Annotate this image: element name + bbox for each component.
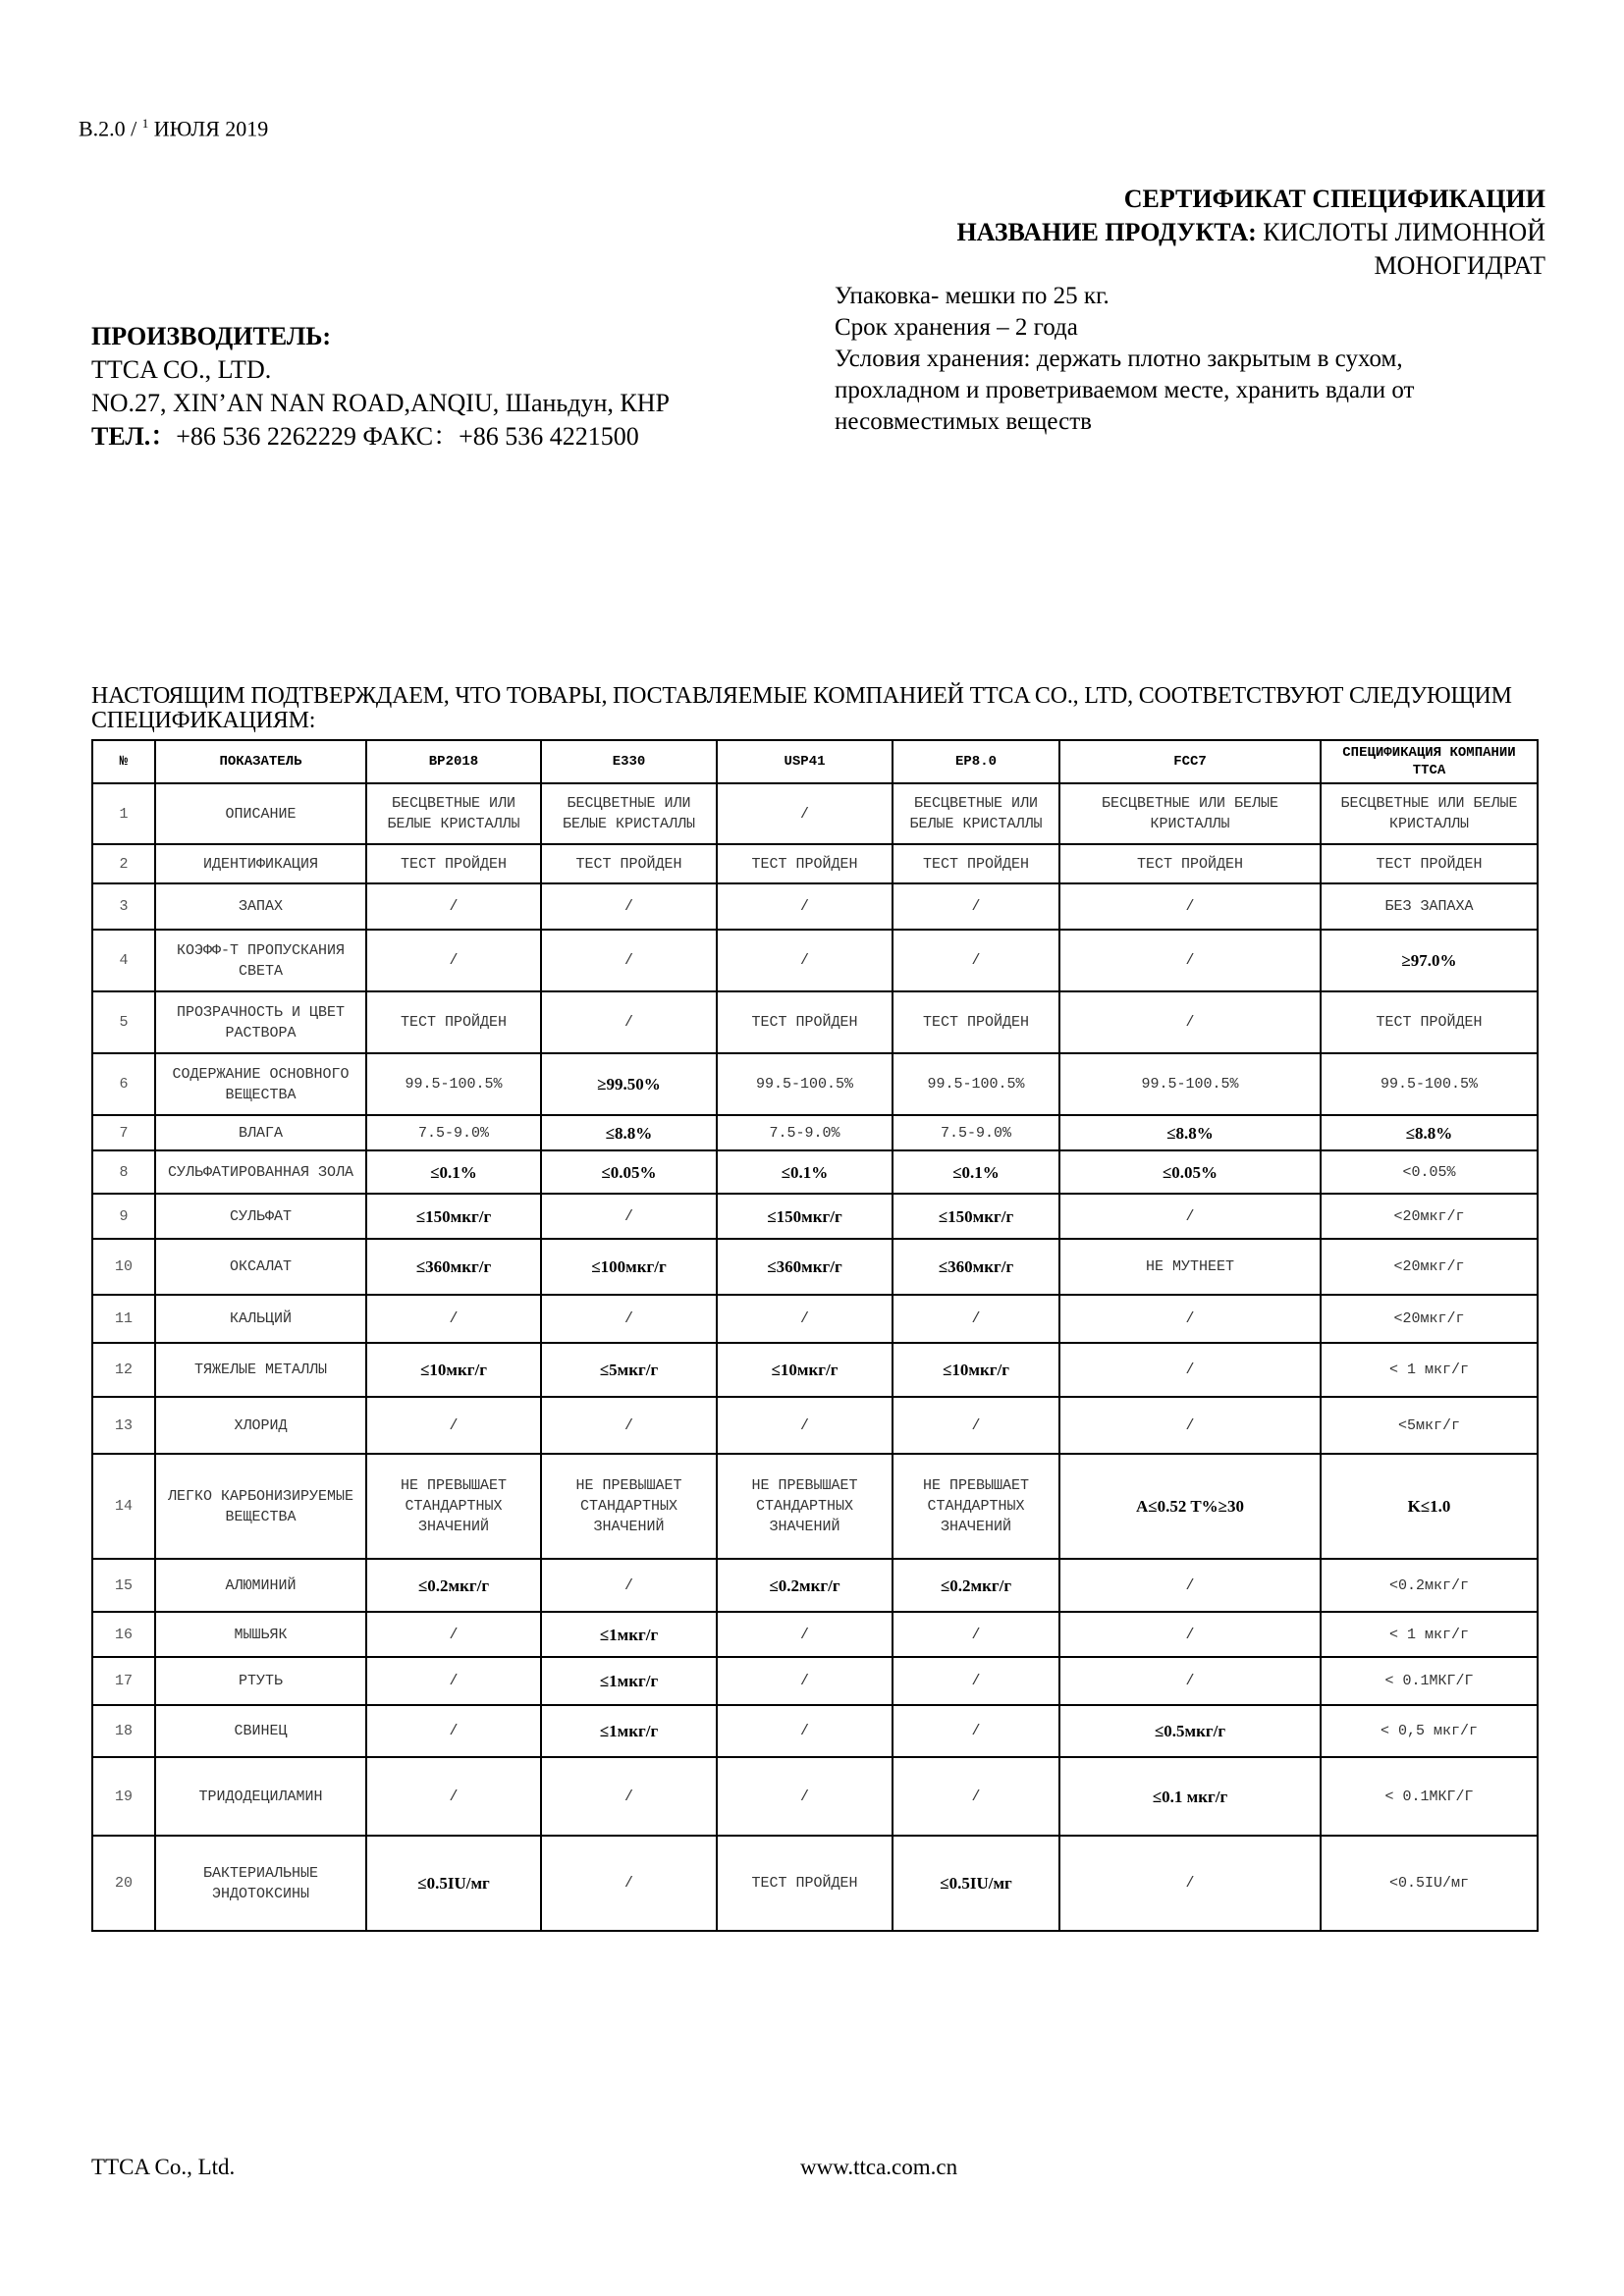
bp2018-value-cell: / [366, 1757, 541, 1836]
table-header-row [92, 740, 1538, 783]
table-row [92, 1397, 1538, 1454]
row-number-cell: 17 [92, 1657, 155, 1705]
manufacturer-company: TTCA CO., LTD. [91, 355, 272, 384]
usp41-value-cell: ТЕСТ ПРОЙДЕН [717, 844, 893, 883]
bp2018-value-cell: ≤360мкг/г [366, 1239, 541, 1295]
usp41-value-cell: ≤0.2мкг/г [717, 1559, 893, 1612]
fcc7-value-cell: / [1059, 1612, 1321, 1657]
table-row [92, 1705, 1538, 1757]
ep8-value-cell: НЕ ПРЕВЫШАЕТ СТАНДАРТНЫХ ЗНАЧЕНИЙ [893, 1454, 1059, 1559]
version-day: 1 [141, 116, 149, 131]
ep8-value-cell: / [893, 1612, 1059, 1657]
e330-value-cell: / [541, 991, 717, 1053]
parameter-cell: ЗАПАХ [155, 883, 366, 930]
usp41-value-cell: / [717, 1612, 893, 1657]
footer-website: www.ttca.com.cn [800, 2155, 958, 2179]
e330-value-cell: / [541, 1295, 717, 1343]
phone-label: ТЕЛ.： [91, 422, 177, 451]
row-number-cell: 16 [92, 1612, 155, 1657]
header-number: № [92, 740, 155, 783]
storage-info [835, 281, 1522, 438]
e330-value-cell: ≤5мкг/г [541, 1343, 717, 1397]
row-number-cell: 13 [92, 1397, 155, 1454]
fcc7-value-cell: ≤8.8% [1059, 1115, 1321, 1150]
e330-value-cell: ≥99.50% [541, 1053, 717, 1115]
company-spec-value-cell: <0.05% [1321, 1150, 1538, 1194]
company-spec-value-cell: <0.5IU/мг [1321, 1836, 1538, 1931]
company-spec-value-cell: <20мкг/г [1321, 1239, 1538, 1295]
manufacturer-contacts [91, 420, 670, 454]
company-spec-value-cell: ≥97.0% [1321, 930, 1538, 991]
fcc7-value-cell: / [1059, 1397, 1321, 1454]
company-spec-value-cell: ≤8.8% [1321, 1115, 1538, 1150]
bp2018-value-cell: / [366, 1612, 541, 1657]
bp2018-value-cell: / [366, 1295, 541, 1343]
parameter-cell: ОКСАЛАТ [155, 1239, 366, 1295]
ep8-value-cell: БЕСЦВЕТНЫЕ ИЛИ БЕЛЫЕ КРИСТАЛЛЫ [893, 783, 1059, 844]
table-row [92, 1239, 1538, 1295]
company-spec-value-cell: ТЕСТ ПРОЙДЕН [1321, 991, 1538, 1053]
usp41-value-cell: ≤10мкг/г [717, 1343, 893, 1397]
parameter-cell: ОПИСАНИЕ [155, 783, 366, 844]
bp2018-value-cell: / [366, 1657, 541, 1705]
bp2018-value-cell: / [366, 930, 541, 991]
ep8-value-cell: / [893, 930, 1059, 991]
table-row [92, 1559, 1538, 1612]
parameter-cell: ВЛАГА [155, 1115, 366, 1150]
ep8-value-cell: / [893, 883, 1059, 930]
row-number-cell: 10 [92, 1239, 155, 1295]
parameter-cell: БАКТЕРИАЛЬНЫЕ ЭНДОТОКСИНЫ [155, 1836, 366, 1931]
product-name-continued: МОНОГИДРАТ [1374, 251, 1545, 280]
table-row [92, 883, 1538, 930]
row-number-cell: 11 [92, 1295, 155, 1343]
parameter-cell: РТУТЬ [155, 1657, 366, 1705]
parameter-cell: СУЛЬФАТ [155, 1194, 366, 1239]
usp41-value-cell: ≤360мкг/г [717, 1239, 893, 1295]
company-spec-value-cell: < 1 мкг/г [1321, 1612, 1538, 1657]
company-spec-value-cell: БЕСЦВЕТНЫЕ ИЛИ БЕЛЫЕ КРИСТАЛЛЫ [1321, 783, 1538, 844]
row-number-cell: 15 [92, 1559, 155, 1612]
bp2018-value-cell: БЕСЦВЕТНЫЕ ИЛИ БЕЛЫЕ КРИСТАЛЛЫ [366, 783, 541, 844]
parameter-cell: СОДЕРЖАНИЕ ОСНОВНОГО ВЕЩЕСТВА [155, 1053, 366, 1115]
e330-value-cell: ≤1мкг/г [541, 1657, 717, 1705]
e330-value-cell: БЕСЦВЕТНЫЕ ИЛИ БЕЛЫЕ КРИСТАЛЛЫ [541, 783, 717, 844]
table-row [92, 844, 1538, 883]
table-row [92, 1657, 1538, 1705]
table-row [92, 1150, 1538, 1194]
bp2018-value-cell: 7.5-9.0% [366, 1115, 541, 1150]
ep8-value-cell: / [893, 1705, 1059, 1757]
e330-value-cell: ТЕСТ ПРОЙДЕН [541, 844, 717, 883]
company-spec-value-cell: БЕЗ ЗАПАХА [1321, 883, 1538, 930]
e330-value-cell: ≤0.05% [541, 1150, 717, 1194]
bp2018-value-cell: ≤0.1% [366, 1150, 541, 1194]
company-spec-value-cell: 99.5-100.5% [1321, 1053, 1538, 1115]
fcc7-value-cell: ≤0.1 мкг/г [1059, 1757, 1321, 1836]
table-row [92, 1454, 1538, 1559]
e330-value-cell: НЕ ПРЕВЫШАЕТ СТАНДАРТНЫХ ЗНАЧЕНИЙ [541, 1454, 717, 1559]
manufacturer-label: ПРОИЗВОДИТЕЛЬ: [91, 322, 332, 350]
table-row [92, 1343, 1538, 1397]
table-row [92, 1115, 1538, 1150]
company-spec-value-cell: <0.2мкг/г [1321, 1559, 1538, 1612]
header-company-spec: СПЕЦИФИКАЦИЯ КОМПАНИИ TTCA [1321, 740, 1538, 783]
table-row [92, 1612, 1538, 1657]
e330-value-cell: ≤100мкг/г [541, 1239, 717, 1295]
ep8-value-cell: ≤0.5IU/мг [893, 1836, 1059, 1931]
parameter-cell: ИДЕНТИФИКАЦИЯ [155, 844, 366, 883]
manufacturer-info [91, 320, 670, 454]
fcc7-value-cell: ТЕСТ ПРОЙДЕН [1059, 844, 1321, 883]
fcc7-value-cell: / [1059, 930, 1321, 991]
row-number-cell: 9 [92, 1194, 155, 1239]
table-row [92, 1757, 1538, 1836]
header-parameter: ПОКАЗАТЕЛЬ [155, 740, 366, 783]
bp2018-value-cell: ≤0.5IU/мг [366, 1836, 541, 1931]
fax-number: +86 536 4221500 [459, 422, 639, 451]
bp2018-value-cell: ≤150мкг/г [366, 1194, 541, 1239]
bp2018-value-cell: ≤0.2мкг/г [366, 1559, 541, 1612]
company-spec-value-cell: < 1 мкг/г [1321, 1343, 1538, 1397]
company-spec-value-cell: < 0,5 мкг/г [1321, 1705, 1538, 1757]
bp2018-value-cell: НЕ ПРЕВЫШАЕТ СТАНДАРТНЫХ ЗНАЧЕНИЙ [366, 1454, 541, 1559]
usp41-value-cell: / [717, 1295, 893, 1343]
row-number-cell: 8 [92, 1150, 155, 1194]
usp41-value-cell: / [717, 883, 893, 930]
ep8-value-cell: ≤0.2мкг/г [893, 1559, 1059, 1612]
version-text: B.2.0 / [79, 116, 142, 141]
e330-value-cell: ≤1мкг/г [541, 1705, 717, 1757]
bp2018-value-cell: / [366, 1705, 541, 1757]
fcc7-value-cell: НЕ МУТНЕЕТ [1059, 1239, 1321, 1295]
table-row [92, 1053, 1538, 1115]
ep8-value-cell: ≤10мкг/г [893, 1343, 1059, 1397]
usp41-value-cell: ТЕСТ ПРОЙДЕН [717, 991, 893, 1053]
certificate-title: СЕРТИФИКАТ СПЕЦИФИКАЦИИ [1123, 185, 1545, 213]
ep8-value-cell: / [893, 1757, 1059, 1836]
specification-table [91, 739, 1539, 1932]
header-bp2018: BP2018 [366, 740, 541, 783]
bp2018-value-cell: / [366, 883, 541, 930]
row-number-cell: 12 [92, 1343, 155, 1397]
header-usp41: USP41 [717, 740, 893, 783]
fcc7-value-cell: ≤0.5мкг/г [1059, 1705, 1321, 1757]
confirmation-statement: НАСТОЯЩИМ ПОДТВЕРЖДАЕМ, ЧТО ТОВАРЫ, ПОСТАВЛЯЕМЫЕ КОМПАНИЕЙ TTCA CO., LTD, СООТВЕТСТВУЮТ СЛЕДУЮЩИМ СПЕЦИФИКАЦИЯМ: [91, 683, 1512, 733]
usp41-value-cell: ≤150мкг/г [717, 1194, 893, 1239]
storage-conditions-text: Условия хранения: держать плотно закрытым в сухом, прохладном и проветриваемом месте, хранить вдали от несовместимых веществ [835, 346, 1415, 435]
usp41-value-cell: ≤0.1% [717, 1150, 893, 1194]
bp2018-value-cell: ТЕСТ ПРОЙДЕН [366, 991, 541, 1053]
row-number-cell: 4 [92, 930, 155, 991]
bp2018-value-cell: / [366, 1397, 541, 1454]
row-number-cell: 2 [92, 844, 155, 883]
fcc7-value-cell: / [1059, 883, 1321, 930]
e330-value-cell: / [541, 1397, 717, 1454]
e330-value-cell: / [541, 1194, 717, 1239]
row-number-cell: 7 [92, 1115, 155, 1150]
fcc7-value-cell: 99.5-100.5% [1059, 1053, 1321, 1115]
usp41-value-cell: 7.5-9.0% [717, 1115, 893, 1150]
fcc7-value-cell: ≤0.05% [1059, 1150, 1321, 1194]
e330-value-cell: / [541, 883, 717, 930]
ep8-value-cell: ТЕСТ ПРОЙДЕН [893, 991, 1059, 1053]
e330-value-cell: / [541, 930, 717, 991]
manufacturer-address: NO.27, XIN’AN NAN ROAD,ANQIU, Шаньдун, КНР [91, 389, 670, 417]
table-row [92, 991, 1538, 1053]
fcc7-value-cell: / [1059, 1657, 1321, 1705]
parameter-cell: ЛЕГКО КАРБОНИЗИРУЕМЫЕ ВЕЩЕСТВА [155, 1454, 366, 1559]
row-number-cell: 3 [92, 883, 155, 930]
parameter-cell: КАЛЬЦИЙ [155, 1295, 366, 1343]
ep8-value-cell: / [893, 1657, 1059, 1705]
shelf-life-text: Срок хранения – 2 года [835, 314, 1078, 341]
ep8-value-cell: ≤150мкг/г [893, 1194, 1059, 1239]
usp41-value-cell: / [717, 1397, 893, 1454]
parameter-cell: СУЛЬФАТИРОВАННАЯ ЗОЛА [155, 1150, 366, 1194]
bp2018-value-cell: 99.5-100.5% [366, 1053, 541, 1115]
ep8-value-cell: ≤0.1% [893, 1150, 1059, 1194]
row-number-cell: 1 [92, 783, 155, 844]
usp41-value-cell: / [717, 783, 893, 844]
fcc7-value-cell: / [1059, 1343, 1321, 1397]
parameter-cell: ПРОЗРАЧНОСТЬ И ЦВЕТ РАСТВОРА [155, 991, 366, 1053]
fcc7-value-cell: / [1059, 1559, 1321, 1612]
phone-number: +86 536 2262229 [176, 422, 363, 451]
ep8-value-cell: ≤360мкг/г [893, 1239, 1059, 1295]
e330-value-cell: / [541, 1757, 717, 1836]
company-spec-value-cell: K≤1.0 [1321, 1454, 1538, 1559]
fcc7-value-cell: / [1059, 1194, 1321, 1239]
company-spec-value-cell: ТЕСТ ПРОЙДЕН [1321, 844, 1538, 883]
version-date: ИЮЛЯ 2019 [148, 116, 269, 141]
usp41-value-cell: 99.5-100.5% [717, 1053, 893, 1115]
e330-value-cell: / [541, 1559, 717, 1612]
parameter-cell: ТРИДОДЕЦИЛАМИН [155, 1757, 366, 1836]
row-number-cell: 5 [92, 991, 155, 1053]
document-version [79, 116, 268, 141]
row-number-cell: 18 [92, 1705, 155, 1757]
ep8-value-cell: ТЕСТ ПРОЙДЕН [893, 844, 1059, 883]
e330-value-cell: ≤8.8% [541, 1115, 717, 1150]
company-spec-value-cell: < 0.1МКГ/Г [1321, 1657, 1538, 1705]
usp41-value-cell: НЕ ПРЕВЫШАЕТ СТАНДАРТНЫХ ЗНАЧЕНИЙ [717, 1454, 893, 1559]
parameter-cell: АЛЮМИНИЙ [155, 1559, 366, 1612]
ep8-value-cell: / [893, 1397, 1059, 1454]
usp41-value-cell: / [717, 930, 893, 991]
usp41-value-cell: / [717, 1705, 893, 1757]
fcc7-value-cell: / [1059, 1836, 1321, 1931]
table-row [92, 783, 1538, 844]
header-e330: E330 [541, 740, 717, 783]
fcc7-value-cell: БЕСЦВЕТНЫЕ ИЛИ БЕЛЫЕ КРИСТАЛЛЫ [1059, 783, 1321, 844]
bp2018-value-cell: ≤10мкг/г [366, 1343, 541, 1397]
usp41-value-cell: / [717, 1657, 893, 1705]
parameter-cell: ХЛОРИД [155, 1397, 366, 1454]
usp41-value-cell: ТЕСТ ПРОЙДЕН [717, 1836, 893, 1931]
bp2018-value-cell: ТЕСТ ПРОЙДЕН [366, 844, 541, 883]
fax-label: ФАКС： [362, 422, 460, 451]
e330-value-cell: ≤1мкг/г [541, 1612, 717, 1657]
header-fcc7: FCC7 [1059, 740, 1321, 783]
table-row [92, 1836, 1538, 1931]
fcc7-value-cell: / [1059, 991, 1321, 1053]
product-label: НАЗВАНИЕ ПРОДУКТА: [956, 218, 1257, 246]
row-number-cell: 20 [92, 1836, 155, 1931]
e330-value-cell: / [541, 1836, 717, 1931]
parameter-cell: МЫШЬЯК [155, 1612, 366, 1657]
company-spec-value-cell: < 0.1МКГ/Г [1321, 1757, 1538, 1836]
ep8-value-cell: 99.5-100.5% [893, 1053, 1059, 1115]
row-number-cell: 6 [92, 1053, 155, 1115]
ep8-value-cell: / [893, 1295, 1059, 1343]
parameter-cell: ТЯЖЕЛЫЕ МЕТАЛЛЫ [155, 1343, 366, 1397]
specification-table-body [92, 783, 1538, 1931]
company-spec-value-cell: <20мкг/г [1321, 1295, 1538, 1343]
packing-text: Упаковка- мешки по 25 кг. [835, 283, 1110, 309]
company-spec-value-cell: <5мкг/г [1321, 1397, 1538, 1454]
parameter-cell: СВИНЕЦ [155, 1705, 366, 1757]
fcc7-value-cell: / [1059, 1295, 1321, 1343]
footer-company: TTCA Co., Ltd. [91, 2155, 236, 2179]
certificate-header [799, 183, 1545, 283]
product-name: КИСЛОТЫ ЛИМОННОЙ [1256, 218, 1545, 246]
table-row [92, 1194, 1538, 1239]
table-row [92, 930, 1538, 991]
row-number-cell: 14 [92, 1454, 155, 1559]
row-number-cell: 19 [92, 1757, 155, 1836]
ep8-value-cell: 7.5-9.0% [893, 1115, 1059, 1150]
parameter-cell: КОЭФФ-Т ПРОПУСКАНИЯ СВЕТА [155, 930, 366, 991]
header-ep8: EP8.0 [893, 740, 1059, 783]
company-spec-value-cell: <20мкг/г [1321, 1194, 1538, 1239]
fcc7-value-cell: A≤0.52 T%≥30 [1059, 1454, 1321, 1559]
usp41-value-cell: / [717, 1757, 893, 1836]
table-row [92, 1295, 1538, 1343]
product-name-line [799, 216, 1545, 249]
